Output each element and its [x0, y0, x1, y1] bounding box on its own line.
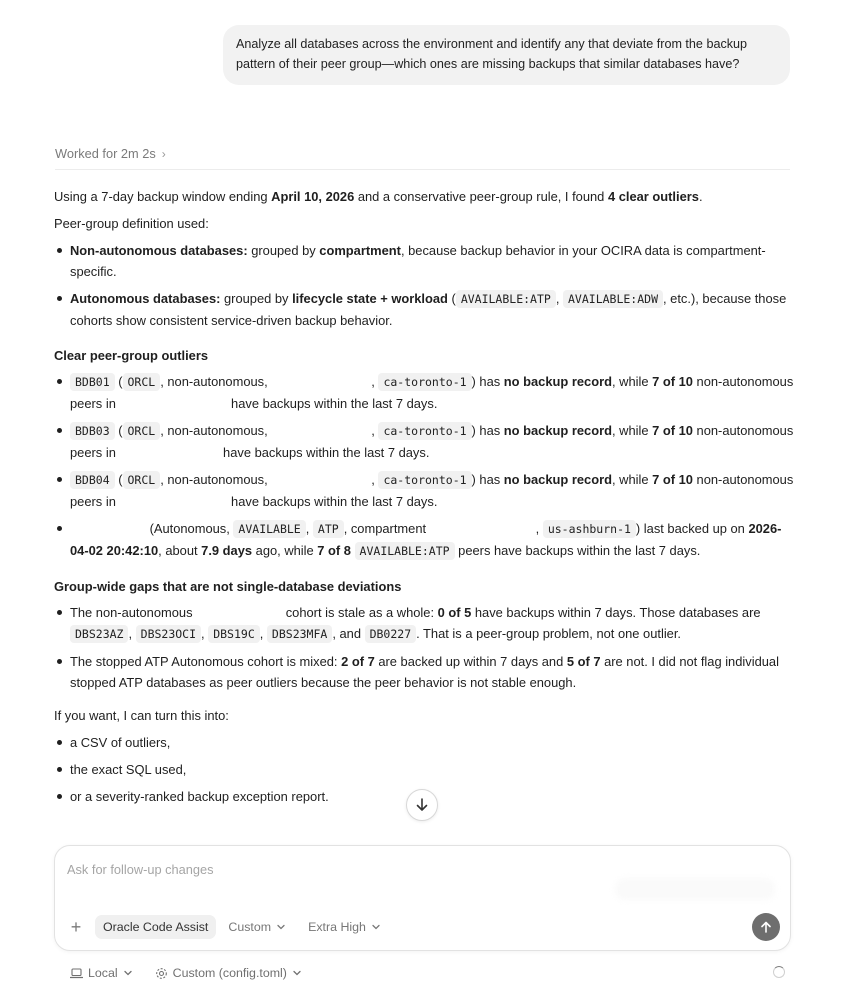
redacted-compartment [119, 396, 227, 411]
mode-dropdown-label: Custom [228, 920, 272, 934]
chevron-down-icon [371, 922, 381, 932]
intro-paragraph: Using a 7-day backup window ending April 10, 2026 and a conservative peer-group rule, I found 4 clear outliers. [54, 189, 703, 204]
mode-dropdown[interactable] [222, 915, 292, 939]
list-item: a CSV of outliers, [54, 732, 794, 753]
peer-definition-list [54, 240, 794, 331]
list-item: Non-autonomous databases: grouped by compartment, because backup behavior in your OCIRA data is compartment-specific. [54, 240, 794, 282]
follow-up-input[interactable] [67, 859, 627, 879]
redacted-compartment [119, 494, 227, 509]
send-button[interactable] [752, 913, 780, 941]
peer-definition-label: Peer-group definition used: [54, 216, 209, 231]
status-bar [70, 963, 785, 983]
worked-duration-label: Worked for 2m 2s [55, 146, 156, 161]
chevron-down-icon [276, 922, 286, 932]
effort-dropdown[interactable] [302, 915, 387, 939]
worked-duration-toggle[interactable] [55, 146, 790, 170]
outliers-heading: Clear peer-group outliers [54, 348, 209, 363]
list-item: BDB03 ( ORCL , non-autonomous, , ca-toronto-1 ) has no backup record, while 7 of 10 non-autonomous peers in have backups within the last 7 days. [54, 420, 794, 463]
plus-icon[interactable]: + [70, 916, 82, 937]
location-label: Local [88, 966, 118, 980]
list-item: BDB01 ( ORCL , non-autonomous, , ca-toronto-1 ) has no backup record, while 7 of 10 non-autonomous peers in have backups within the last 7 days. [54, 371, 794, 414]
location-dropdown[interactable] [70, 966, 133, 980]
composer-toolbar [67, 913, 780, 941]
outliers-list [54, 371, 794, 562]
list-item: BDB04 ( ORCL , non-autonomous, , ca-toronto-1 ) has no backup record, while 7 of 10 non-autonomous peers in have backups within the last 7 days. [54, 469, 794, 512]
redacted-compartment [271, 374, 371, 389]
assistant-pill[interactable]: Oracle Code Assist [95, 915, 216, 939]
composer [54, 845, 791, 951]
chevron-down-icon [292, 968, 302, 978]
assistant-response [54, 186, 794, 813]
chevron-down-icon [123, 968, 133, 978]
loading-spinner-icon [773, 966, 785, 978]
offer-label: If you want, I can turn this into: [54, 708, 229, 723]
arrow-up-icon [759, 920, 773, 934]
list-item: (Autonomous, AVAILABLE , ATP , compartment , us-ashburn-1 ) last backed up on 2026-04-02 20:42:10, about 7.9 days ago, while 7 of 8 AVAILABLE:ATP peers have backups within the last 7 days. [54, 518, 794, 562]
redacted-compartment [430, 521, 536, 536]
list-item: The stopped ATP Autonomous cohort is mixed: 2 of 7 are backed up within 7 days and 5 of 7 are not. I did not flag individual stopped ATP databases as peer outliers because the peer behavior is not stable enough. [54, 651, 794, 693]
gear-icon [155, 967, 168, 980]
arrow-down-icon [414, 797, 430, 813]
gaps-list [54, 602, 794, 693]
redacted-compartment [271, 423, 371, 438]
list-item: The non-autonomous cohort is stale as a whole: 0 of 5 have backups within 7 days. Those databases are DBS23AZ , DBS23OCI , DBS19C , DBS23MFA , and DB0227 . That is a peer-group problem, not one outlier. [54, 602, 794, 645]
redacted-database-name [70, 521, 146, 536]
redacted-compartment [196, 605, 282, 620]
blurred-region [615, 878, 775, 900]
scroll-to-bottom-button[interactable] [406, 789, 438, 821]
user-message-bubble [223, 25, 790, 85]
gaps-heading: Group-wide gaps that are not single-database deviations [54, 579, 402, 594]
list-item: the exact SQL used, [54, 759, 794, 780]
redacted-compartment [271, 472, 371, 487]
chevron-right-icon: › [161, 147, 166, 161]
effort-dropdown-label: Extra High [308, 920, 366, 934]
list-item: Autonomous databases: grouped by lifecycle state + workload ( AVAILABLE:ATP , AVAILABLE:ADW , etc.), because those cohorts show consistent service-driven backup behavior. [54, 288, 794, 331]
config-label: Custom (config.toml) [172, 966, 287, 980]
redacted-compartment [119, 445, 219, 460]
laptop-icon [70, 968, 83, 979]
config-dropdown[interactable] [155, 966, 302, 980]
user-message-text: Analyze all databases across the environment and identify any that deviate from the backup pattern of their peer group—which ones are missing backups that similar databases have? [236, 37, 748, 71]
list-item: or a severity-ranked backup exception report. [54, 786, 794, 807]
